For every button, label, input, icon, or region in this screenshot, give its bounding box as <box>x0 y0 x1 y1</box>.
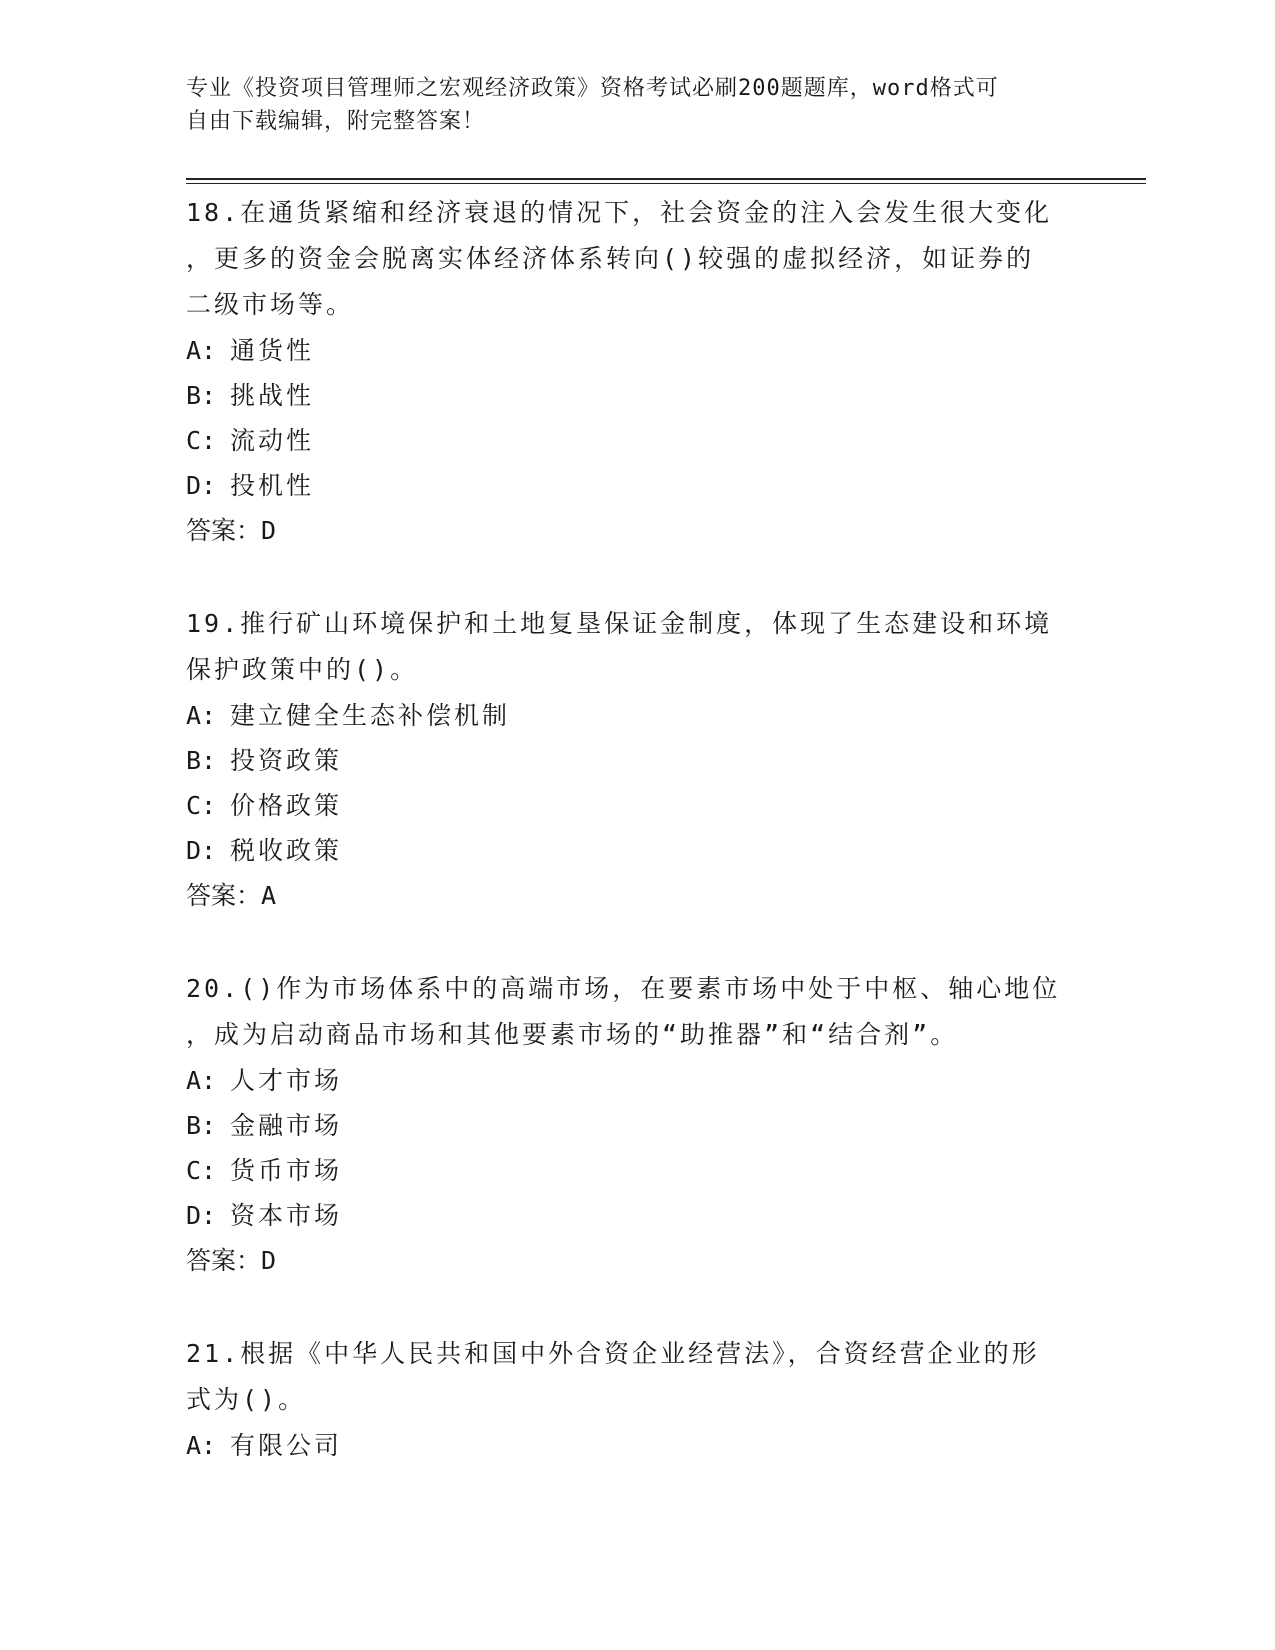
question-stem: ，成为启动商品市场和其他要素市场的“助推器”和“结合剂”。 <box>186 1020 959 1049</box>
option-b <box>186 738 1086 783</box>
option-a <box>186 1058 1086 1103</box>
option-text: 货币市场 <box>230 1156 343 1185</box>
option-key: C: <box>186 426 217 455</box>
answer-label: 答案： <box>186 1246 262 1275</box>
option-b <box>186 1103 1086 1148</box>
answer-value: A <box>261 881 277 910</box>
option-c <box>186 1148 1086 1193</box>
document-header <box>186 72 1066 138</box>
question-stem: 20.()作为市场体系中的高端市场，在要素市场中处于中枢、轴心地位 <box>186 974 1061 1003</box>
option-text: 投资政策 <box>230 746 343 775</box>
answer-value: D <box>261 516 277 545</box>
question-stem: 18.在通货紧缩和经济衰退的情况下，社会资金的注入会发生很大变化 <box>186 198 1053 227</box>
header-divider-thick <box>186 178 1146 180</box>
answer-line <box>186 1238 1086 1284</box>
option-d <box>186 463 1086 508</box>
option-key: A: <box>186 336 217 365</box>
answer-label: 答案： <box>186 516 262 545</box>
option-text: 资本市场 <box>230 1201 343 1230</box>
question-18 <box>186 190 1086 554</box>
option-text: 流动性 <box>230 426 315 455</box>
question-19 <box>186 601 1086 919</box>
option-c <box>186 783 1086 828</box>
option-a <box>186 328 1086 373</box>
option-text: 通货性 <box>230 336 315 365</box>
option-key: D: <box>186 471 217 500</box>
option-d <box>186 828 1086 873</box>
question-stem: 21.根据《中华人民共和国中外合资企业经营法》，合资经营企业的形 <box>186 1339 1040 1368</box>
option-text: 有限公司 <box>230 1431 343 1460</box>
question-20 <box>186 966 1086 1284</box>
answer-line <box>186 873 1086 919</box>
question-list <box>186 190 1086 1515</box>
option-key: B: <box>186 1111 217 1140</box>
answer-line <box>186 508 1086 554</box>
header-line-2: 自由下载编辑，附完整答案！ <box>186 109 486 134</box>
question-21 <box>186 1331 1086 1468</box>
option-key: A: <box>186 1066 217 1095</box>
option-a <box>186 693 1086 738</box>
option-key: A: <box>186 1431 217 1460</box>
question-stem: 19.推行矿山环境保护和土地复垦保证金制度，体现了生态建设和环境 <box>186 609 1053 638</box>
option-key: D: <box>186 836 217 865</box>
header-line-1: 专业《投资项目管理师之宏观经济政策》资格考试必刷200题题库，word格式可 <box>186 76 999 101</box>
answer-label: 答案： <box>186 881 262 910</box>
option-key: C: <box>186 791 217 820</box>
question-stem: 式为()。 <box>186 1385 307 1414</box>
answer-value: D <box>261 1246 277 1275</box>
option-c <box>186 418 1086 463</box>
question-stem: 保护政策中的()。 <box>186 655 419 684</box>
option-key: B: <box>186 381 217 410</box>
option-b <box>186 373 1086 418</box>
option-text: 挑战性 <box>230 381 315 410</box>
header-divider-thin <box>186 183 1146 184</box>
option-key: D: <box>186 1201 217 1230</box>
option-text: 价格政策 <box>230 791 343 820</box>
option-d <box>186 1193 1086 1238</box>
option-key: C: <box>186 1156 217 1185</box>
option-text: 建立健全生态补偿机制 <box>230 701 511 730</box>
option-key: B: <box>186 746 217 775</box>
option-text: 税收政策 <box>230 836 343 865</box>
option-a <box>186 1423 1086 1468</box>
option-text: 金融市场 <box>230 1111 343 1140</box>
option-key: A: <box>186 701 217 730</box>
question-stem: 二级市场等。 <box>186 290 355 319</box>
option-text: 投机性 <box>230 471 315 500</box>
question-stem: ，更多的资金会脱离实体经济体系转向()较强的虚拟经济，如证券的 <box>186 244 1035 273</box>
option-text: 人才市场 <box>230 1066 343 1095</box>
